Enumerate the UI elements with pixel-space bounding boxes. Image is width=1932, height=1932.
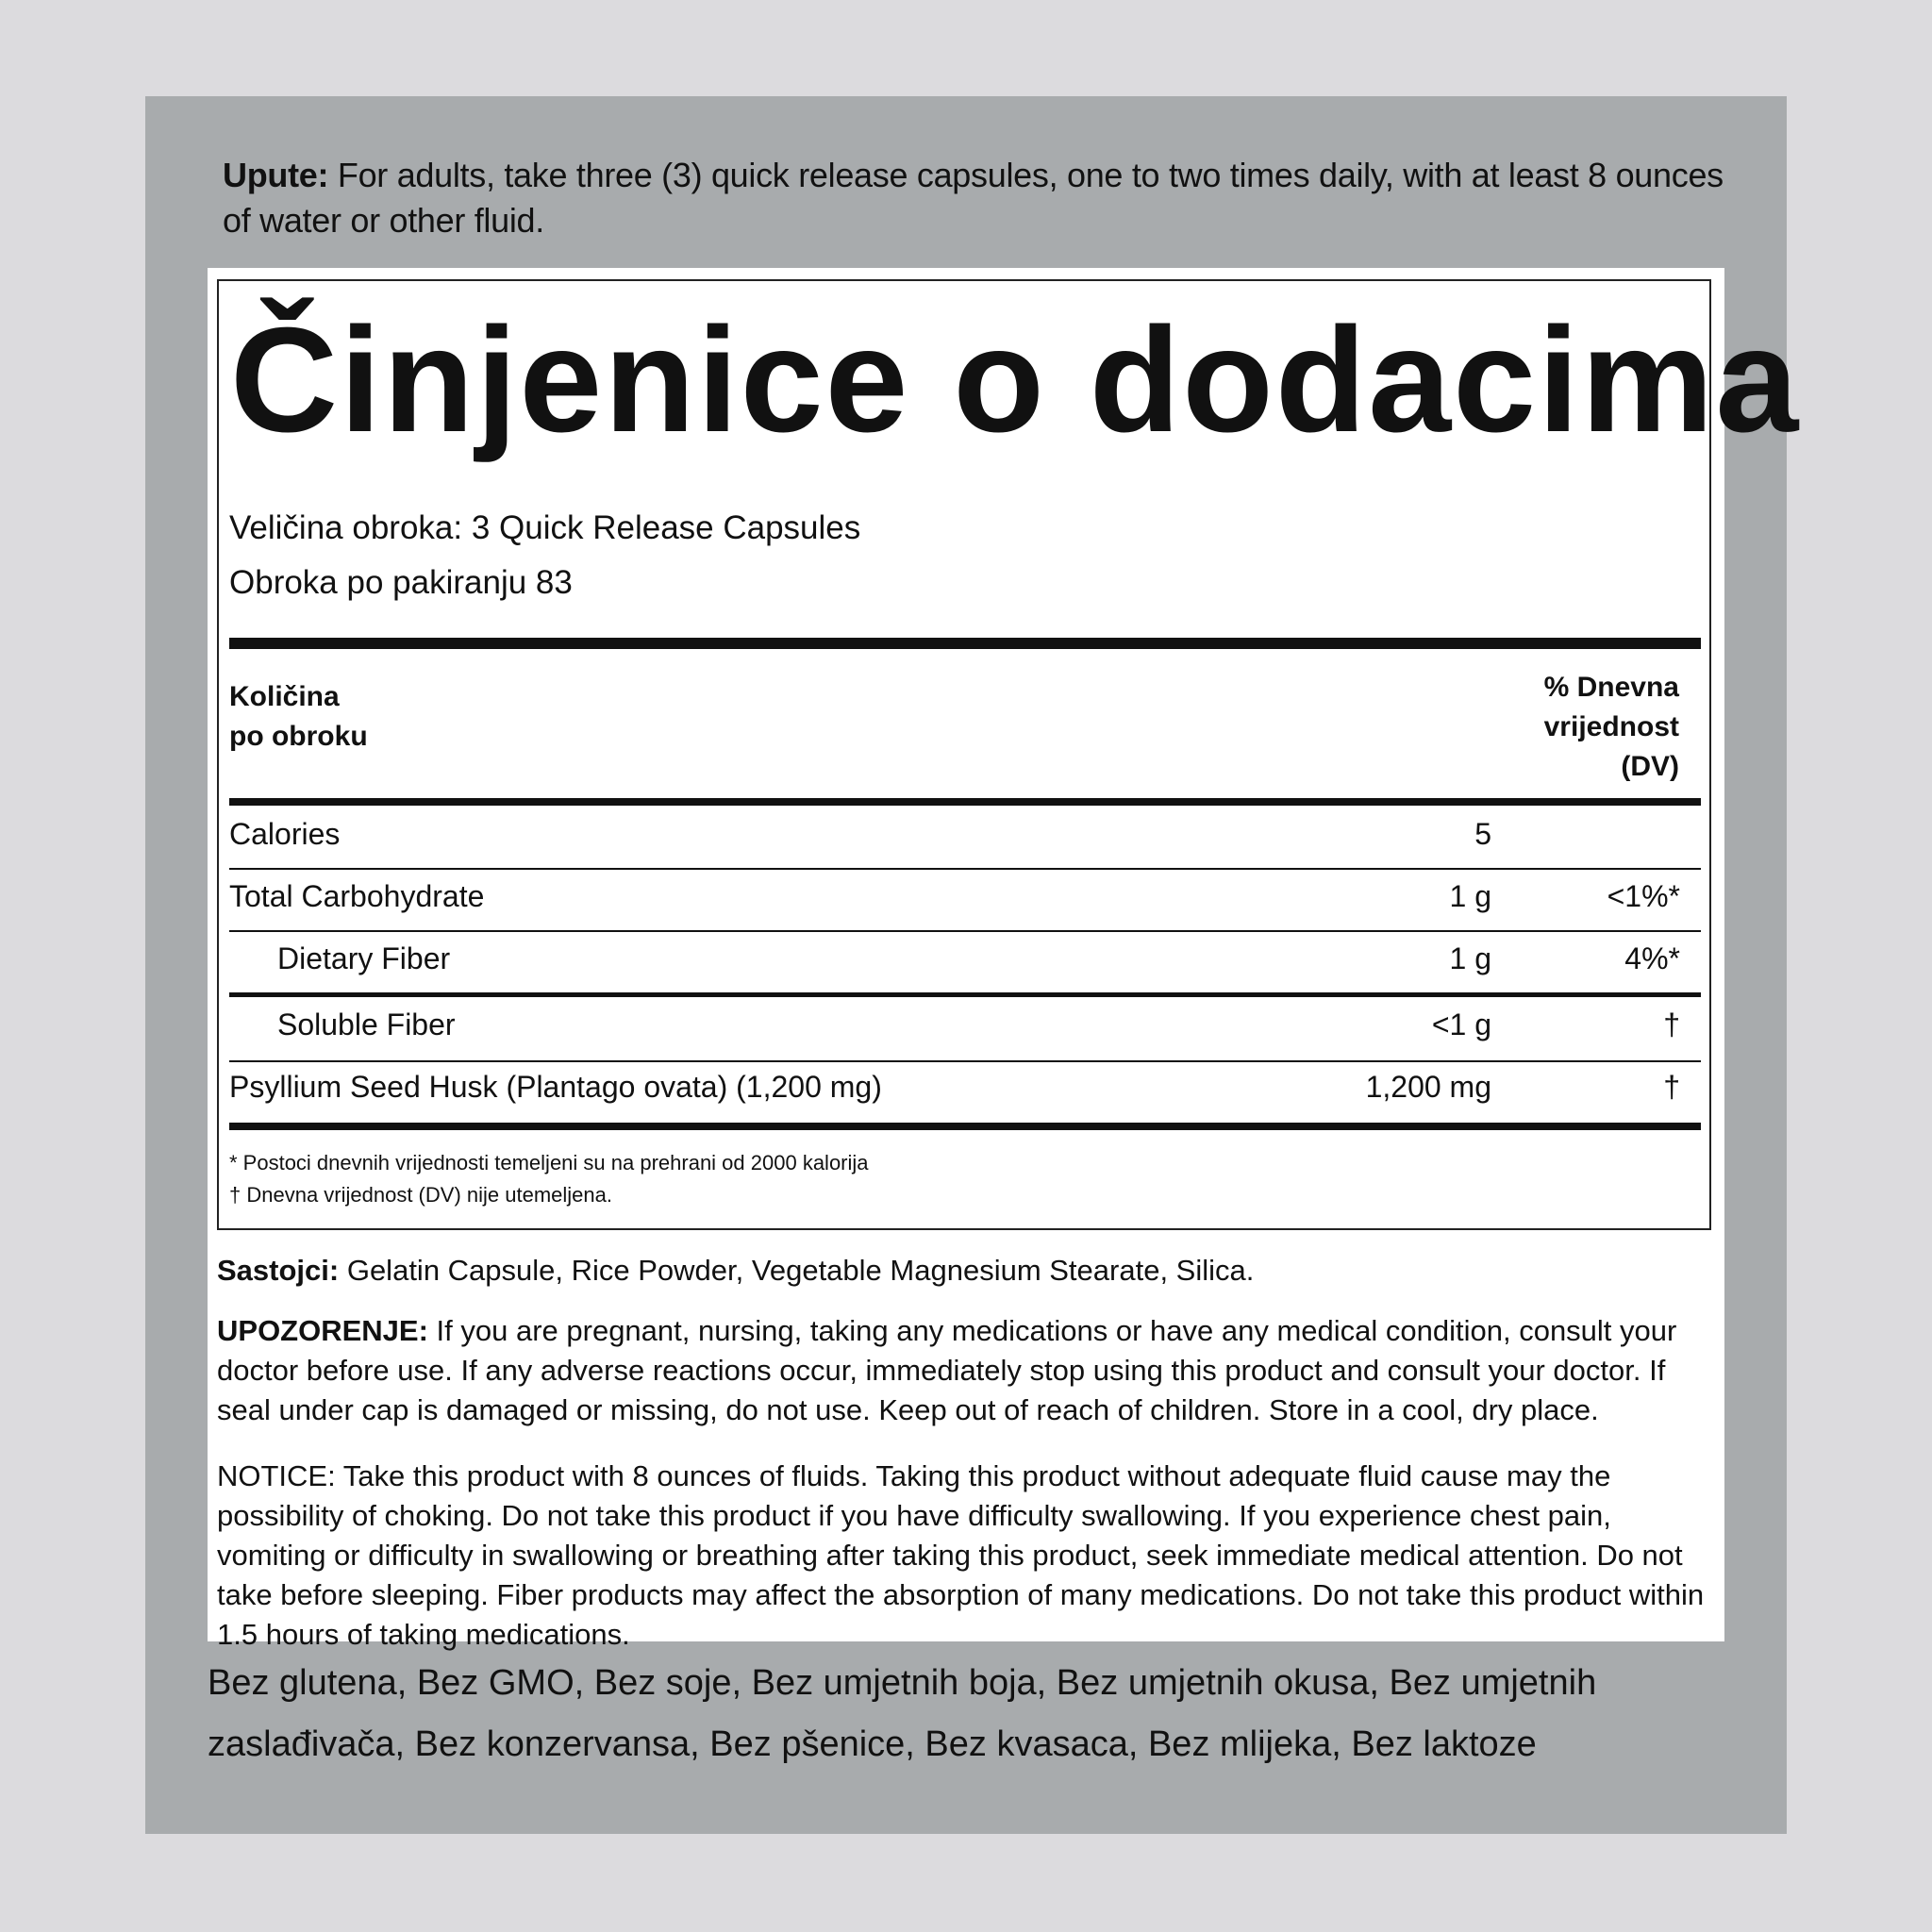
nutrient-name: Dietary Fiber: [277, 941, 451, 975]
ingredients-label: Sastojci:: [217, 1254, 340, 1287]
nutrient-dv: †: [1663, 1070, 1680, 1104]
servings-per-container: Obroka po pakiranju 83: [229, 564, 573, 601]
nutrient-amount: 1 g: [1449, 941, 1491, 975]
serving-size: Veličina obroka: 3 Quick Release Capsules: [229, 509, 861, 546]
nutrient-name: Psyllium Seed Husk (Plantago ovata) (1,200 mg): [229, 1070, 882, 1104]
nutrient-amount: <1 g: [1431, 1008, 1491, 1041]
nutrient-amount: 5: [1474, 817, 1491, 851]
label-white-box: [208, 268, 1801, 1651]
nutrient-amount: 1,200 mg: [1365, 1070, 1491, 1104]
footnotes: [229, 1147, 869, 1211]
nutrient-row: [229, 868, 1701, 924]
bottom-divider: [229, 1123, 1701, 1130]
directions-label: Upute:: [223, 156, 329, 194]
nutrient-row: [229, 996, 1701, 1053]
daily-value-header: [1453, 668, 1679, 787]
header-divider: [229, 798, 1701, 806]
amount-per-serving-header: [229, 677, 368, 757]
ingredients-text: [217, 1251, 1717, 1291]
ingredients-body: Gelatin Capsule, Rice Powder, Vegetable Magnesium Stearate, Silica.: [339, 1254, 1255, 1287]
thick-divider: [229, 638, 1701, 649]
nutrient-row: [229, 930, 1701, 987]
dv-header-line: % Dnevna: [1543, 672, 1679, 703]
nutrient-dv: †: [1663, 1008, 1680, 1041]
supplement-facts-title: Činjenice o dodacima: [230, 297, 1801, 463]
warning-text: [217, 1311, 1717, 1430]
footnote: * Postoci dnevnih vrijednosti temeljeni su na prehrani od 2000 kalorija: [229, 1151, 869, 1174]
warning-body: If you are pregnant, nursing, taking any medications or have any medical condition, consult your doctor before use. If any adverse reactions occur, immediately stop using this product and consult your doctor. If seal under cap is damaged or missing, do not use. Keep out of reach of children. Store in a cool, dry place.: [217, 1314, 1677, 1426]
free-from-list: Bez glutena, Bez GMO, Bez soje, Bez umjetnih boja, Bez umjetnih okusa, Bez umjetnih zaslađivača, Bez konzervansa, Bez pšenice, Bez kvasaca, Bez mlijeka, Bez laktoze: [208, 1663, 1597, 1764]
directions-text: [223, 153, 1732, 243]
nutrient-dv: <1%*: [1607, 879, 1680, 913]
nutrient-row: [229, 1058, 1701, 1115]
amount-header-line: po obroku: [229, 721, 368, 752]
label-panel: [145, 96, 1801, 1834]
directions-body: For adults, take three (3) quick release capsules, one to two times daily, with at least 8 ounces of water or other fluid.: [223, 156, 1724, 240]
nutrient-row: [229, 806, 1701, 862]
supplement-facts-box: [217, 279, 1801, 1230]
nutrient-dv: 4%*: [1624, 941, 1680, 975]
footnote: † Dnevna vrijednost (DV) nije utemeljena.: [229, 1183, 612, 1207]
warning-label: UPOZORENJE:: [217, 1314, 428, 1347]
amount-header-line: Količina: [229, 681, 340, 712]
nutrient-amount: 1 g: [1449, 879, 1491, 913]
notice-text: NOTICE: Take this product with 8 ounces of fluids. Taking this product without adequate fluid cause may the possibility of choking. Do not take this product if you have difficulty swallowing. If you experience chest pain, vomiting or difficulty in swallowing or breathing after taking this product, seek immediate medical attention. Do not take before sleeping. Fiber products may affect the absorption of many medications. Do not take this product within 1.5 hours of taking medications.: [217, 1459, 1705, 1651]
nutrient-name: Soluble Fiber: [277, 1008, 456, 1041]
dv-header-line: vrijednost: [1543, 711, 1679, 742]
nutrient-name: Total Carbohydrate: [229, 879, 485, 913]
dv-header-line: (DV): [1621, 751, 1679, 782]
nutrient-name: Calories: [229, 817, 341, 851]
